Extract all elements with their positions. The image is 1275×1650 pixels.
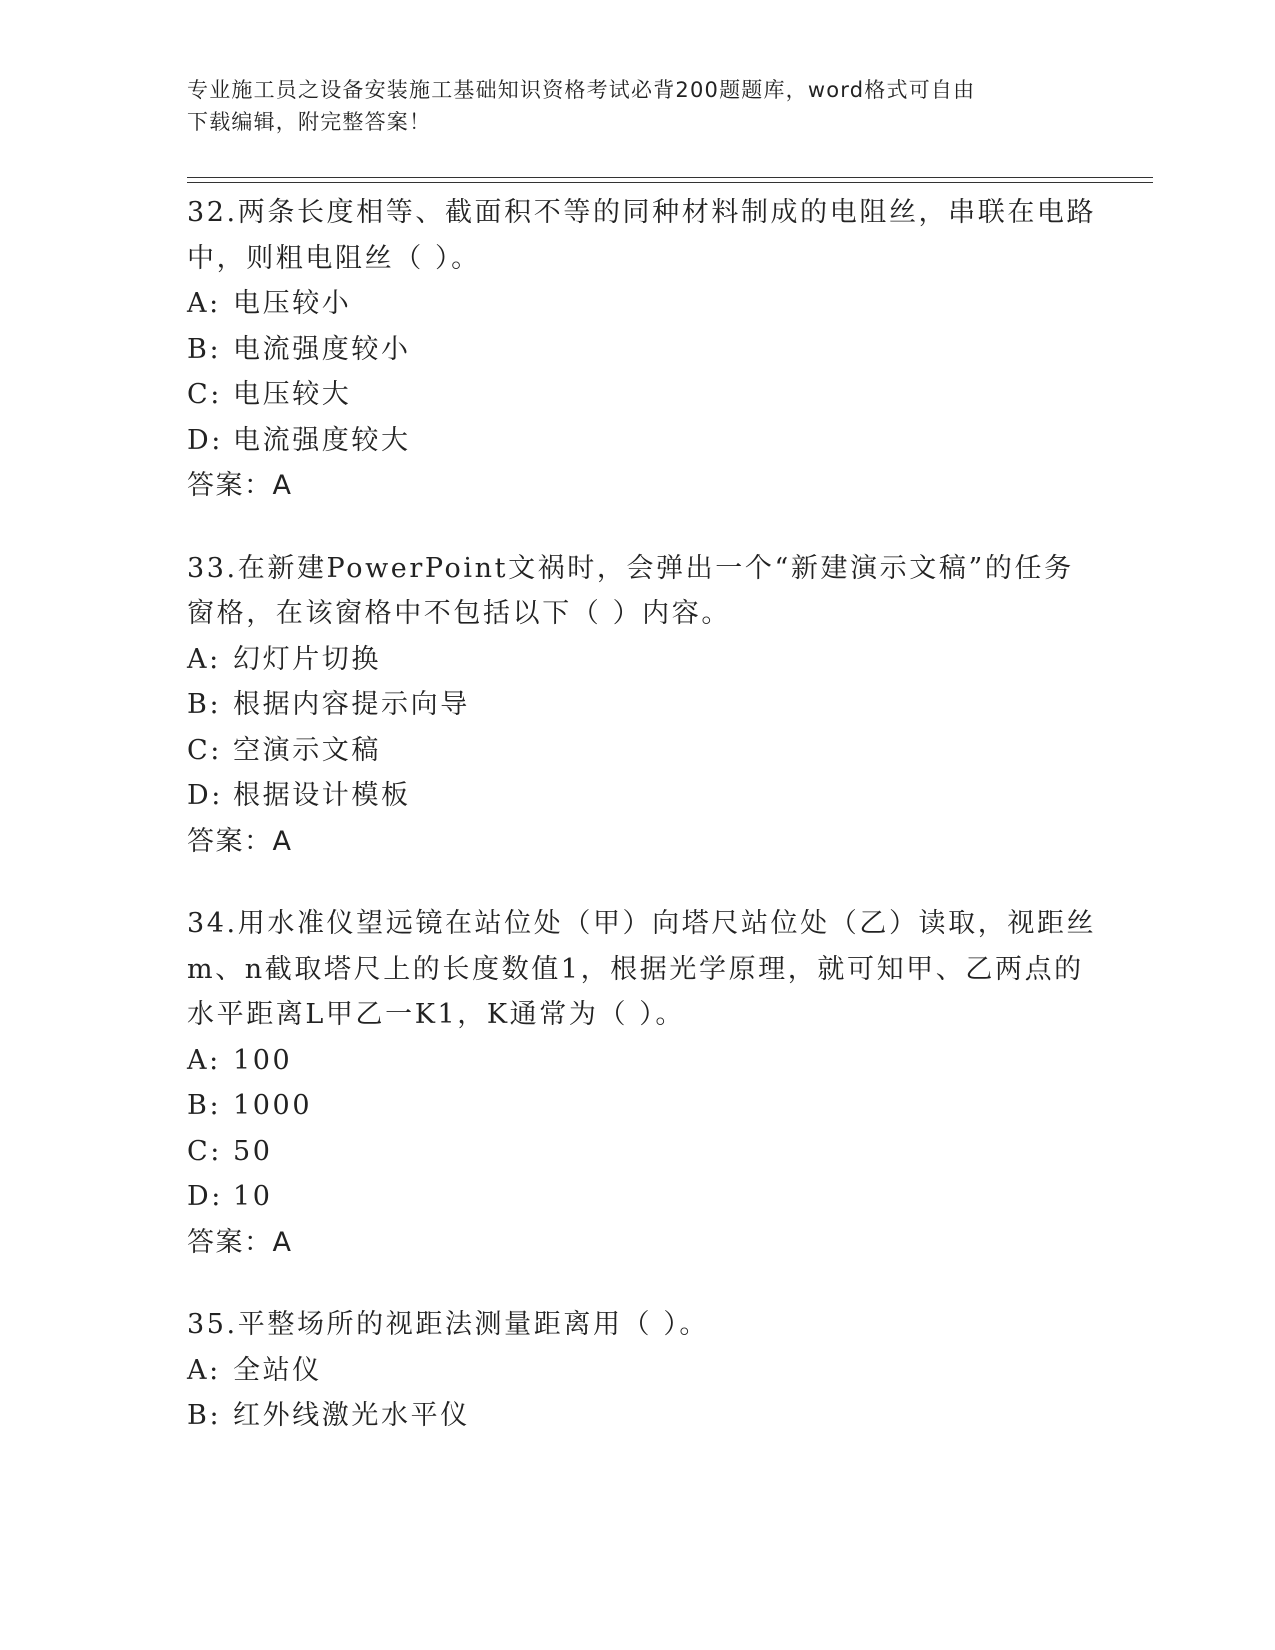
stem-line: m、n截取塔尺上的长度数值1，根据光学原理，就可知甲、乙两点的 — [187, 953, 1084, 985]
question-stem — [187, 1302, 1087, 1348]
stem-line: 33.在新建PowerPoint文祸时，会弹出一个“新建演示文稿”的任务 — [187, 552, 1074, 584]
option-d — [187, 418, 1087, 464]
header-divider-bottom — [187, 182, 1153, 183]
option-text: 幻灯片切换 — [233, 643, 381, 675]
question-stem — [187, 901, 1097, 1038]
option-text: 10 — [233, 1181, 273, 1212]
option-b — [187, 1083, 1087, 1129]
option-letter: B: — [187, 689, 222, 720]
option-d — [187, 773, 1087, 819]
option-letter: B: — [187, 1400, 222, 1431]
option-letter: A: — [187, 288, 221, 319]
answer-label: 答案：A — [187, 1226, 293, 1258]
option-text: 空演示文稿 — [233, 734, 381, 766]
option-b — [187, 1393, 1087, 1439]
option-b — [187, 682, 1087, 728]
stem-line: 32.两条长度相等、截面积不等的同种材料制成的电阻丝，串联在电路 — [187, 197, 1097, 228]
option-text: 电压较小 — [233, 288, 352, 319]
answer-label: 答案：A — [187, 470, 293, 501]
question-34 — [187, 901, 1097, 1265]
question-stem — [187, 546, 1087, 637]
option-letter: A: — [187, 1354, 221, 1386]
option-letter: A: — [187, 643, 221, 675]
option-letter: D: — [187, 780, 223, 811]
option-letter: D: — [187, 424, 223, 456]
header-line-2: 下载编辑，附完整答案！ — [187, 110, 432, 134]
option-letter: B: — [187, 1090, 222, 1121]
question-list — [187, 190, 1097, 1476]
option-text: 全站仪 — [233, 1354, 322, 1386]
option-text: 电流强度较大 — [233, 424, 411, 456]
option-c — [187, 372, 1087, 418]
header-divider-top — [187, 177, 1153, 178]
stem-line: 35.平整场所的视距法测量距离用（ ）。 — [187, 1309, 710, 1340]
option-text: 100 — [233, 1044, 293, 1076]
option-a — [187, 637, 1087, 683]
option-a — [187, 1348, 1087, 1394]
option-a — [187, 281, 1087, 327]
option-d — [187, 1174, 1087, 1220]
answer-label: 答案：A — [187, 825, 293, 857]
question-stem — [187, 190, 1097, 281]
option-letter: C: — [187, 1135, 222, 1167]
stem-line: 中，则粗电阻丝（ ）。 — [187, 242, 481, 274]
option-text: 电压较大 — [233, 379, 352, 410]
option-text: 1000 — [233, 1090, 313, 1121]
option-a — [187, 1038, 1087, 1084]
option-letter: A: — [187, 1044, 221, 1076]
option-text: 50 — [233, 1135, 273, 1167]
question-35 — [187, 1302, 1087, 1439]
stem-line: 34.用水准仪望远镜在站位处（甲）向塔尺站位处（乙）读取，视距丝 — [187, 908, 1097, 939]
option-letter: C: — [187, 734, 222, 766]
question-32 — [187, 190, 1097, 509]
option-letter: C: — [187, 379, 222, 410]
option-text: 根据设计模板 — [233, 780, 411, 811]
option-letter: B: — [187, 333, 222, 365]
stem-line: 水平距离L甲乙一K1，K通常为（ ）。 — [187, 999, 685, 1030]
option-text: 电流强度较小 — [233, 333, 411, 365]
question-33 — [187, 546, 1087, 865]
stem-line: 窗格，在该窗格中不包括以下（ ）内容。 — [187, 598, 731, 629]
document-header — [187, 74, 1087, 138]
option-text: 根据内容提示向导 — [233, 689, 470, 720]
option-c — [187, 728, 1087, 774]
option-c — [187, 1129, 1087, 1175]
option-letter: D: — [187, 1181, 223, 1212]
option-b — [187, 327, 1087, 373]
header-line-1: 专业施工员之设备安装施工基础知识资格考试必背200题题库，word格式可自由 — [187, 78, 976, 102]
option-text: 红外线激光水平仪 — [233, 1400, 470, 1431]
